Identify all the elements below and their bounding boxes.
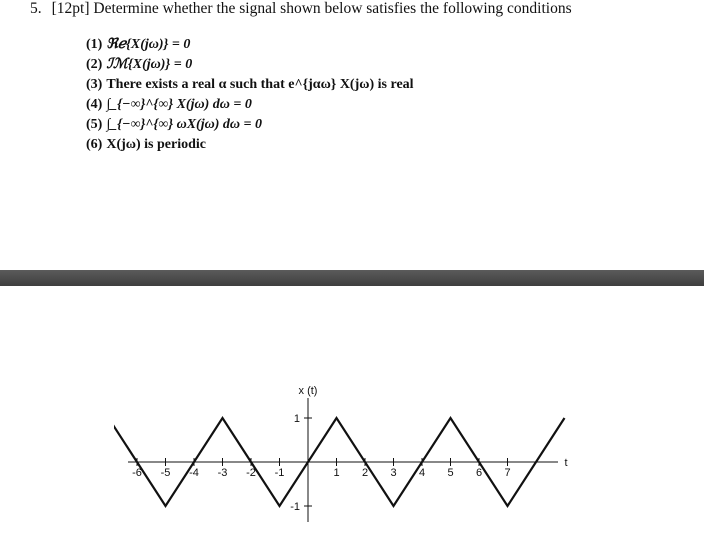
condition-label: (4) [86, 97, 103, 112]
condition-5 [86, 115, 414, 135]
condition-label: (5) [86, 117, 103, 132]
page-divider [0, 270, 704, 286]
problem-number: 5. [30, 0, 42, 17]
condition-text: ℜℯ{X(jω)} = 0 [106, 37, 191, 52]
condition-label: (3) [86, 77, 103, 92]
x-tick-label: -3 [217, 467, 228, 479]
condition-text: There exists a real α such that e^{jαω} X(jω) is real [106, 77, 414, 92]
condition-text: ∫_{−∞}^{∞} X(jω) dω = 0 [106, 97, 252, 112]
x-tick-label: 7 [504, 467, 511, 479]
y-tick-label: -1 [290, 501, 300, 513]
problem-statement [30, 0, 572, 18]
condition-text: ℐℳ{X(jω)} = 0 [106, 57, 193, 72]
condition-label: (2) [86, 57, 103, 72]
x-tick-label: -6 [132, 467, 142, 479]
x-tick-label: 4 [418, 467, 426, 479]
x-tick-label: 3 [390, 467, 397, 479]
signal-plot [0, 286, 704, 535]
y-axis-label: x (t) [298, 385, 318, 397]
condition-label: (6) [86, 137, 103, 152]
x-tick-label: -4 [189, 467, 199, 479]
x-tick-label: -2 [246, 467, 256, 479]
condition-text: X(jω) is periodic [106, 137, 206, 152]
condition-text: ∫_{−∞}^{∞} ωX(jω) dω = 0 [106, 117, 262, 132]
x-tick-label: 6 [475, 467, 483, 479]
condition-label: (1) [86, 37, 103, 52]
y-tick-label: 1 [293, 413, 300, 425]
x-tick-label: 1 [333, 467, 340, 479]
x-axis-label: t [564, 457, 568, 469]
problem-text: [12pt] Determine whether the signal shown below satisfies the following conditions [51, 0, 572, 17]
condition-2 [86, 55, 414, 75]
condition-4 [86, 95, 414, 115]
condition-3 [86, 75, 414, 95]
condition-6 [86, 135, 414, 155]
x-tick-label: -5 [160, 467, 171, 479]
conditions-list [86, 35, 414, 155]
x-tick-label: -1 [274, 467, 285, 479]
x-tick-label: 2 [361, 467, 369, 479]
condition-1 [86, 35, 414, 55]
x-tick-label: 5 [447, 467, 454, 479]
